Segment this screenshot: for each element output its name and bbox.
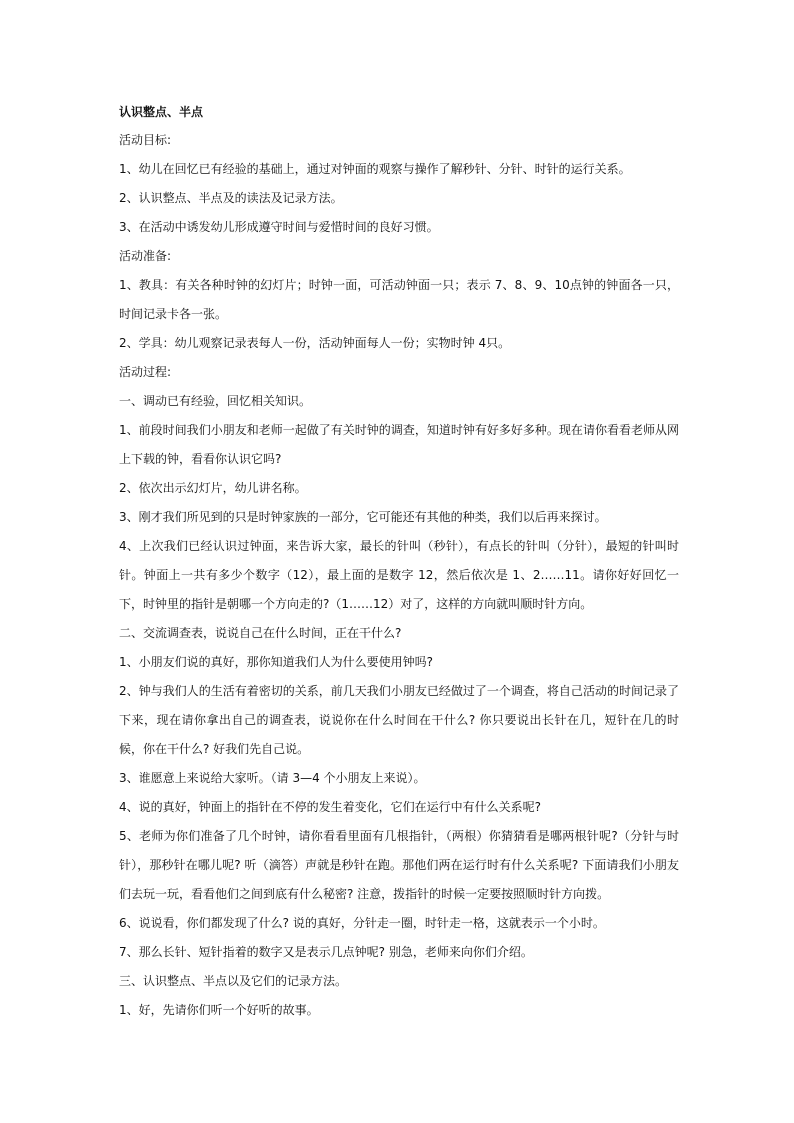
paragraph: 2、钟与我们人的生活有着密切的关系，前几天我们小朋友已经做过了一个调查，将自己活动的时间记录了下来，现在请你拿出自己的调查表，说说你在什么时间在干什么? 你只要说出长针在几，短针在几的时候，你在干什么? 好我们先自己说。 xyxy=(119,684,679,756)
paragraph: 5、老师为你们准备了几个时钟，请你看看里面有几根指针，（两根）你猜猜看是哪两根针呢?（分针与时针），那秒针在哪儿呢? 听（滴答）声就是秒针在跑。那他们两在运行时有什么关系呢? 下面请我们小朋友们去玩一玩，看看他们之间到底有什么秘密? 注意，拨指针的时候一定要按照顺时针方向拨。 xyxy=(119,829,679,901)
section-heading-goals: 活动目标: xyxy=(119,133,172,147)
paragraph: 3、谁愿意上来说给大家听。（请 3—4 个小朋友上来说）。 xyxy=(119,771,426,785)
subsection-heading: 一、调动已有经验，回忆相关知识。 xyxy=(119,394,312,408)
paragraph: 7、那么长针、短针指着的数字又是表示几点钟呢? 别急，老师来向你们介绍。 xyxy=(119,945,533,959)
paragraph: 1、教具：有关各种时钟的幻灯片；时钟一面，可活动钟面一只；表示 7、8、9、10点钟的钟面各一只，时间记录卡各一张。 xyxy=(119,278,679,321)
paragraph: 1、幼儿在回忆已有经验的基础上，通过对钟面的观察与操作了解秒针、分针、时针的运行关系。 xyxy=(119,162,631,176)
paragraph: 4、上次我们已经认识过钟面，来告诉大家，最长的针叫（秒针），有点长的针叫（分针），最短的针叫时针。钟面上一共有多少个数字（12），最上面的是数字 12，然后依次是 1、2……11。请你好好回忆一下，时钟里的指针是朝哪一个方向走的?（1……12）对了，这样的方向就叫顺时针方向。 xyxy=(119,539,679,611)
section-heading-preparation: 活动准备: xyxy=(119,249,172,263)
paragraph: 2、认识整点、半点及的读法及记录方法。 xyxy=(119,191,343,205)
document-body xyxy=(119,98,679,1025)
subsection-heading: 三、认识整点、半点以及它们的记录方法。 xyxy=(119,974,348,988)
paragraph: 4、说的真好，钟面上的指针在不停的发生着变化，它们在运行中有什么关系呢? xyxy=(119,800,542,814)
paragraph: 1、前段时间我们小朋友和老师一起做了有关时钟的调查，知道时钟有好多好多种。现在请你看看老师从网上下载的钟，看看你认识它吗? xyxy=(119,423,679,466)
paragraph: 2、依次出示幻灯片，幼儿讲名称。 xyxy=(119,481,307,495)
paragraph: 6、说说看，你们都发现了什么? 说的真好，分针走一圈，时针走一格，这就表示一个小时。 xyxy=(119,916,605,930)
paragraph: 3、刚才我们所见到的只是时钟家族的一部分，它可能还有其他的种类，我们以后再来探讨。 xyxy=(119,510,607,524)
paragraph: 1、好，先请你们听一个好听的故事。 xyxy=(119,1003,319,1017)
section-heading-process: 活动过程: xyxy=(119,365,172,379)
paragraph: 3、在活动中诱发幼儿形成遵守时间与爱惜时间的良好习惯。 xyxy=(119,220,439,234)
paragraph: 2、学具：幼儿观察记录表每人一份，活动钟面每人一份；实物时钟 4只。 xyxy=(119,336,511,350)
document-title: 认识整点、半点 xyxy=(119,105,204,119)
paragraph: 1、小朋友们说的真好，那你知道我们人为什么要使用钟吗? xyxy=(119,655,434,669)
subsection-heading: 二、交流调查表，说说自己在什么时间，正在干什么? xyxy=(119,626,402,640)
